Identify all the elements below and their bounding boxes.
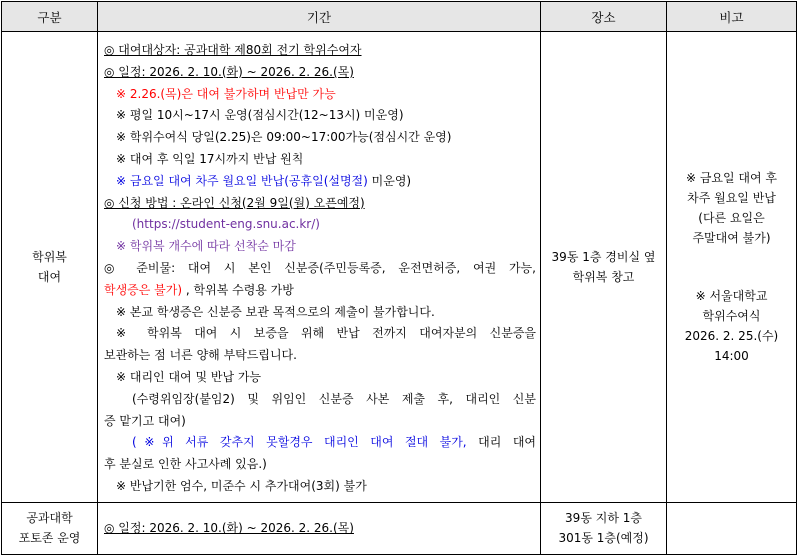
id-hold-line-2: 보관하는 점 너른 양해 부탁드립니다. <box>104 348 297 363</box>
late-return-note: ※ 반납기한 엄수, 미준수 시 추가대여(3회) 불가 <box>116 478 367 493</box>
photozone-category-line1: 공과대학 <box>26 511 73 526</box>
header-category: 구분 <box>2 2 98 32</box>
id-hold-line-1: ※ 학위복 대여 시 보증을 위해 반납 전까지 대여자분의 신분증을 <box>116 326 536 341</box>
proxy-note: ※ 대리인 대여 및 반납 가능 <box>116 369 262 384</box>
ceremony-hours-note: ※ 학위수여식 당일(2.25)은 09:00~17:00가능(점심시간 운영) <box>116 130 452 145</box>
note-gap <box>667 248 796 286</box>
gown-place-line1: 39동 1층 경비실 옆 <box>551 249 656 264</box>
prep-line-1: ◎ 준비물: 대여 시 본인 신분증(주민등록증, 운전면허증, 여권 가능, <box>104 260 536 275</box>
weekday-hours-note: ※ 평일 10시~17시 운영(점심시간(12~13시) 미운영) <box>116 108 404 123</box>
note-ceremony-line2: 학위수여식 <box>702 308 761 323</box>
gown-note-cell <box>667 32 797 503</box>
proxy-line-1: (수령위임장(붙임2) 및 위임인 신분증 사본 제출 후, 대리인 신분 <box>132 391 536 406</box>
header-row <box>2 2 797 32</box>
note-friday-line3: (다른 요일은 <box>698 210 765 225</box>
header-period: 기간 <box>98 2 541 32</box>
prep-line-2 <box>104 280 536 302</box>
gown-rental-row <box>2 32 797 503</box>
photozone-place-line2: 301동 1층(예정) <box>558 531 649 546</box>
gown-place-cell <box>541 32 667 503</box>
return-rule-note: ※ 대여 후 익일 17시까지 반납 원칙 <box>116 151 304 166</box>
schedule-table <box>1 1 797 555</box>
photozone-category-line2: 포토존 운영 <box>18 531 81 546</box>
photozone-period-cell <box>98 502 541 554</box>
photozone-period: ◎ 일정: 2026. 2. 10.(화) ~ 2026. 2. 26.(목) <box>104 521 354 536</box>
gown-category-cell <box>2 32 98 503</box>
photozone-category-cell <box>2 502 98 554</box>
gown-category-line1: 학위복 <box>32 249 67 264</box>
header-note: 비고 <box>667 2 797 32</box>
note-ceremony-line4: 14:00 <box>714 348 749 363</box>
proxy-warning-line-2: 후 분실로 인한 사고사례 있음.) <box>104 457 267 472</box>
student-id-note: ※ 본교 학생증은 신분증 보관 목적으로의 제출이 불가합니다. <box>116 304 435 319</box>
apply-url-link[interactable]: (https://student-eng.snu.ac.kr/) <box>132 217 320 232</box>
period-line: ◎ 일정: 2026. 2. 10.(화) ~ 2026. 2. 26.(목) <box>104 64 354 79</box>
gown-category-line2: 대여 <box>37 269 62 284</box>
note-ceremony-line3: 2026. 2. 25.(수) <box>684 328 779 343</box>
student-card-not-allowed: 학생증은 불가) <box>104 282 183 297</box>
friday-rental-note <box>104 171 536 193</box>
proxy-warning-highlight: (※위 서류 갖추지 못할경우 대리인 대여 절대 불가, <box>132 435 467 450</box>
proxy-line-2: 증 맡기고 대여) <box>104 413 186 428</box>
photozone-place-line1: 39동 지하 1층 <box>565 511 642 526</box>
no-rental-note: ※ 2.26.(목)은 대여 불가하며 반납만 가능 <box>116 86 336 101</box>
proxy-warning-rest: 대리 대여 <box>466 435 536 450</box>
prep-bag-text: , 학위복 수령용 가방 <box>182 282 294 297</box>
note-friday-line1: ※ 금요일 대여 후 <box>685 170 778 185</box>
gown-place-line2: 학위복 창고 <box>572 269 635 284</box>
proxy-warning-line-1 <box>104 432 536 454</box>
note-friday-line2: 차주 월요일 반납 <box>687 190 776 205</box>
photozone-note-cell <box>667 502 797 554</box>
target-line: ◎ 대여대상자: 공과대학 제80회 전기 학위수여자 <box>104 43 362 57</box>
friday-rental-rest: 미운영) <box>367 173 412 188</box>
apply-method-line: ◎ 신청 방법 : 온라인 신청(2월 9일(월) 오픈예정) <box>104 195 365 210</box>
photozone-place-cell <box>541 502 667 554</box>
friday-rental-highlight: ※ 금요일 대여 차주 월요일 반납(공휴일(설명절) <box>116 173 368 188</box>
first-come-note: ※ 학위복 개수에 따라 선착순 마감 <box>116 239 296 254</box>
note-ceremony-line1: ※ 서울대학교 <box>695 288 768 303</box>
photozone-row <box>2 502 797 554</box>
gown-detail-cell <box>98 32 541 503</box>
header-place: 장소 <box>541 2 667 32</box>
note-friday-line4: 주말대여 불가) <box>692 230 771 245</box>
